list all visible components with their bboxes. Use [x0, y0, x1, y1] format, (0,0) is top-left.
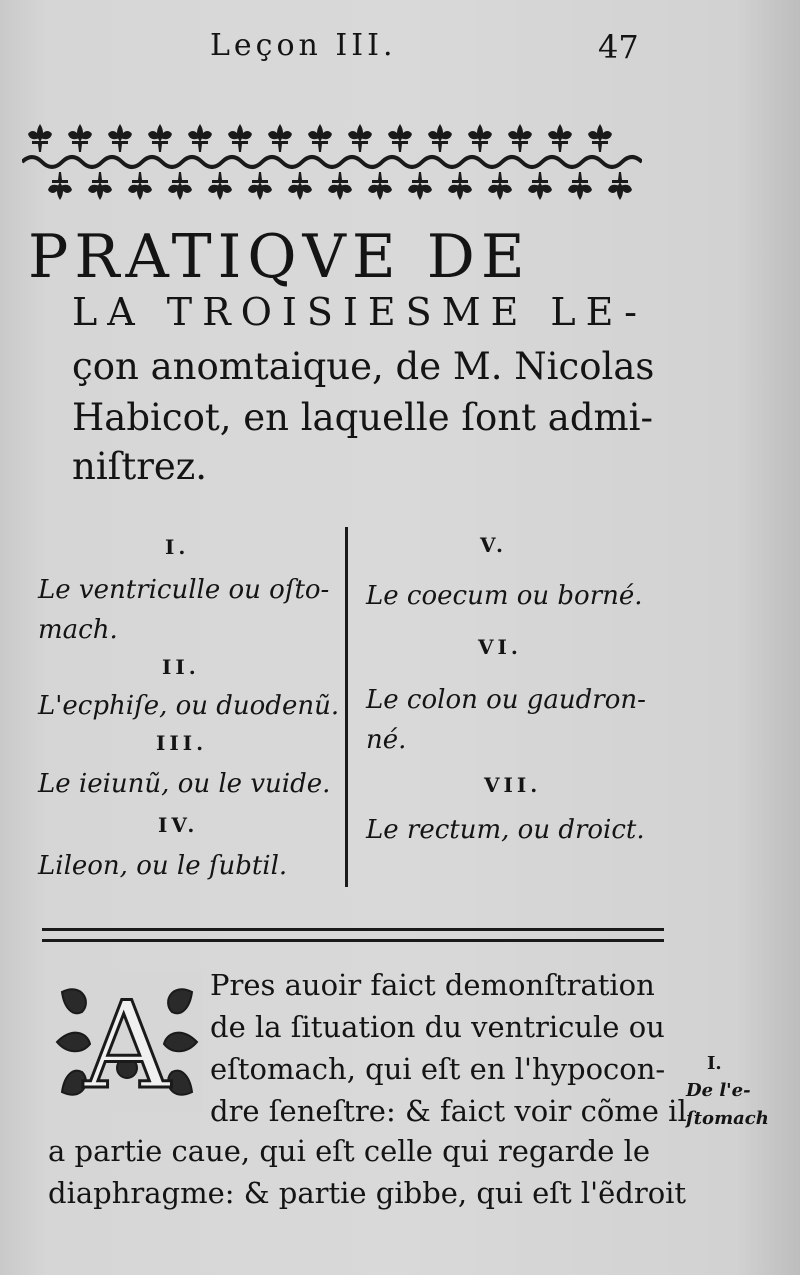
contents-entry: L'ecphiſe, ou duodenũ. [38, 691, 340, 721]
contents-entry: Le ventriculle ou oſto- [38, 575, 330, 605]
decorated-initial [52, 972, 202, 1112]
contents-entry: mach. [38, 615, 118, 645]
body-line: eſtomach, qui eſt en l'hypocon- [210, 1052, 666, 1086]
title-line-2: LA TROISIESME LE- [72, 290, 647, 334]
contents-entry: Le ieiunũ, ou le vuide. [38, 769, 331, 799]
contents-number: VI. [478, 635, 522, 659]
contents-number: VII. [484, 773, 542, 797]
margin-note: ſtomach [686, 1108, 769, 1129]
contents-number: III. [156, 731, 208, 755]
contents-number: II. [162, 655, 200, 679]
page-number: 47 [598, 28, 639, 66]
title-line-3: çon anomtaique, de M. Nicolas [72, 345, 655, 388]
title-line-1: PRATIQVE DE [28, 222, 531, 292]
column-rule [345, 527, 348, 887]
body-line: diaphragme: & partie gibbe, qui eſt l'ẽdroit [48, 1176, 687, 1210]
running-head: Leçon III. [210, 28, 397, 63]
contents-entry: né. [366, 725, 407, 755]
margin-note: De l'e- [686, 1080, 751, 1101]
contents-number: I. [165, 535, 190, 559]
contents-number: V. [480, 533, 507, 557]
title-line-4: Habicot, en laquelle ſont admi- [72, 396, 653, 439]
body-line: a partie caue, qui eſt celle qui regarde le [48, 1134, 651, 1168]
contents-number: IV. [158, 813, 199, 837]
contents-entry: Le coecum ou borné. [366, 581, 643, 611]
title-line-5: niſtrez. [72, 445, 208, 488]
body-line: dre ſeneſtre: & faict voir cõme il [210, 1094, 687, 1128]
fleuron-ornament-band [22, 116, 642, 208]
contents-entry: Le colon ou gaudron- [366, 685, 646, 715]
contents-table [0, 525, 800, 895]
body-line: de la ſituation du ventricule ou [210, 1010, 665, 1044]
contents-entry: Lileon, ou le ſubtil. [38, 851, 288, 881]
svg-text:A: A [83, 977, 171, 1112]
section-divider [42, 928, 664, 942]
margin-number: I. [707, 1053, 722, 1074]
contents-entry: Le rectum, ou droict. [366, 815, 645, 845]
body-line: Pres auoir faict demonſtration [210, 968, 655, 1002]
